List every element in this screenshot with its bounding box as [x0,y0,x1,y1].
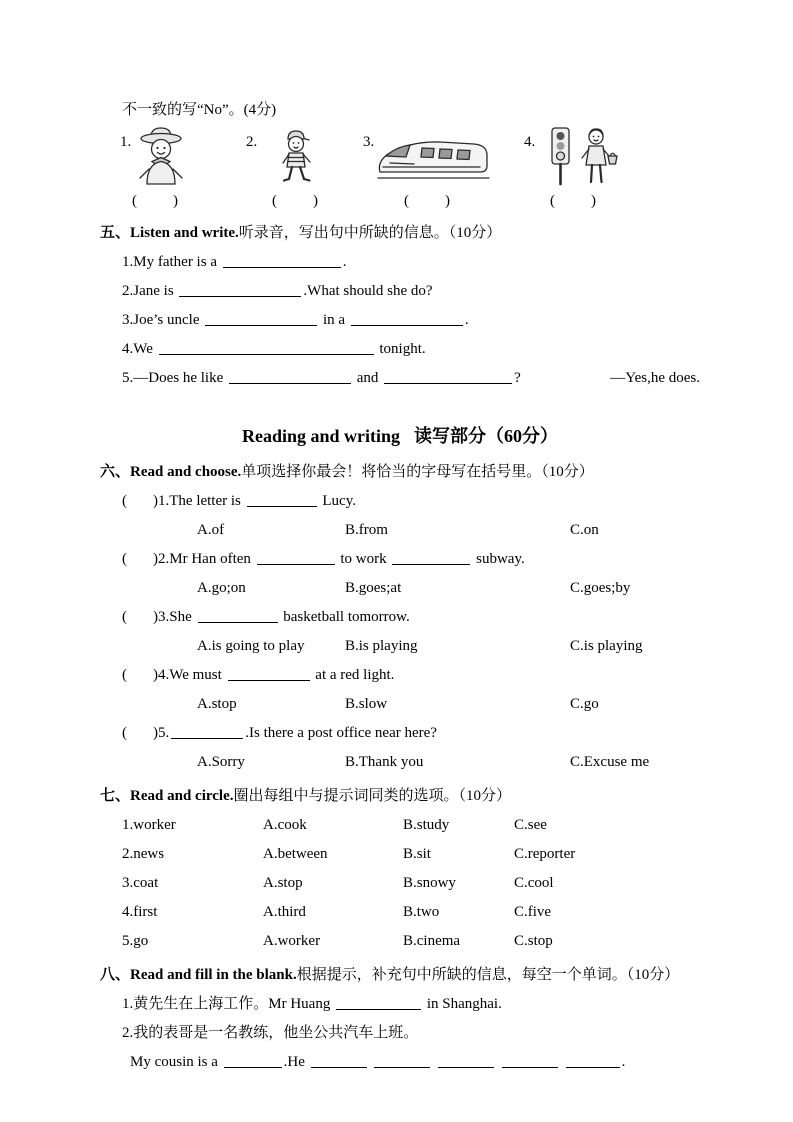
listen-write-items [100,248,700,393]
circle-word-row [100,811,700,840]
listen-write-item [100,364,700,393]
option-a: A.stop [197,696,237,712]
option-a: A.cook [263,817,307,833]
section-number: 七、 [100,788,131,804]
section-number: 五、 [100,225,131,241]
option-b: B.sit [403,846,431,862]
answer-blank [336,995,421,1010]
answer-blank [179,282,301,297]
sentence-text: . [464,312,469,328]
sentence-text: ? [514,370,521,386]
answer-blank [223,253,341,268]
section-title-en: Read and choose. [130,464,242,480]
option-c: C.Excuse me [570,754,650,770]
answer-blank [159,340,374,355]
reading-writing-heading [100,419,700,453]
sentence-text [560,1054,564,1070]
circle-word-row [100,869,700,898]
bracket-gap [127,678,153,679]
heading-cn: 读写部分（60分） [414,426,559,446]
bracket-gap [127,562,153,563]
listen-write-item [100,335,700,364]
sentence-text [369,1054,373,1070]
sentence-text: Lucy. [318,493,356,509]
sentence-text: ( [122,551,127,567]
sentence-text: ( [122,609,127,625]
prompt-word: 3.coat [122,875,159,891]
answer-blank [229,369,351,384]
option-b: B.Thank you [345,754,424,770]
fill-blank-item [100,1019,700,1048]
option-b: B.goes;at [345,580,402,596]
answer-blank [438,1053,494,1068]
circle-word-rows [100,811,700,956]
sentence-text: 2.Jane is [122,283,178,299]
sentence [122,254,346,270]
traffic-light-person-image [546,125,622,187]
listen-write-item [100,277,700,306]
section-title-en: Read and fill in the blank. [130,967,297,983]
sentence [122,312,469,328]
heading-en: Reading and writing [241,426,401,446]
section5-heading [100,219,700,248]
option-a: A.is going to play [197,638,305,654]
answer-blank [228,666,310,681]
sentence-text [496,1054,500,1070]
section-title-cn: 圈出每组中与提示词同类的选项。（10分） [233,788,511,804]
sentence-text: My cousin is a [130,1054,222,1070]
option-a: A.between [263,846,328,862]
answer-blank [374,1053,430,1068]
sentence-text: . [342,254,347,270]
option-c: C.is playing [570,638,643,654]
option-a: A.stop [263,875,303,891]
answer-bracket: ( ) [550,193,596,209]
answer-blank [351,311,463,326]
sentence-text: in a [319,312,349,328]
sentence-text: 3.Joe’s uncle [122,312,204,328]
sentence-text: to work [336,551,391,567]
answer-blank [502,1053,558,1068]
circle-word-row [100,898,700,927]
answer-blank [566,1053,620,1068]
item-number: 1. [120,134,132,150]
option-a: A.third [263,904,306,920]
sentence [122,341,426,357]
sentence-text: ( [122,667,127,683]
prompt-word: 2.news [122,846,165,862]
prompt-word: 5.go [122,933,149,949]
option-a: A.go;on [197,580,246,596]
choice-options [100,632,700,661]
answer-bracket: ( ) [272,193,318,209]
option-c: C.reporter [514,846,576,862]
bracket-gap [127,504,153,505]
section6-heading [100,458,700,487]
choice-options [100,516,700,545]
option-c: C.on [570,522,599,538]
sentence-text: and [352,370,383,386]
sentence-text: )5. [153,725,170,741]
answer-blank [224,1053,282,1068]
sentence-text: subway. [472,551,525,567]
sentence-text: )4.We must [153,667,226,683]
option-b: B.study [403,817,450,833]
answer-blank [171,724,243,739]
sentence-text: at a red light. [311,667,395,683]
walking-boy-image [279,127,315,185]
answer-bracket: ( ) [404,193,450,209]
option-c: C.goes;by [570,580,631,596]
answer-blank [392,550,470,565]
choice-options [100,690,700,719]
answer-blank [384,369,512,384]
answer-brackets [100,189,700,214]
option-b: B.slow [345,696,388,712]
sentence-text: in Shanghai. [423,996,502,1012]
judge-instruction: 不一致的写“No”。(4分) [122,102,277,118]
item-number: 2. [246,134,258,150]
sentence-text: .He [283,1054,309,1070]
choice-questions [100,487,700,777]
sentence-text: ( [122,725,127,741]
train-image [376,136,491,182]
answer-text: —Yes,he does. [610,370,700,386]
prompt-word: 4.first [122,904,158,920]
sentence [122,283,433,299]
prompt-word: 1.worker [122,817,176,833]
choice-question-stem [100,487,700,516]
answer-blank [247,492,317,507]
cowboy-man-image [134,126,192,186]
section-title-cn: 根据提示，补充句中所缺的信息，每空一个单词。（10分） [296,967,680,983]
listen-write-item [100,248,700,277]
bracket-gap [127,736,153,737]
option-b: B.two [403,904,440,920]
answer-blank [198,608,278,623]
choice-question-stem [100,719,700,748]
section-number: 六、 [100,464,131,480]
sentence-text: 5.—Does he like [122,370,227,386]
sentence-text: 4.We [122,341,157,357]
option-b: B.from [345,522,388,538]
sentence-text: ( [122,493,127,509]
option-c: C.cool [514,875,554,891]
circle-word-row [100,840,700,869]
option-a: A.of [197,522,225,538]
answer-blank [205,311,317,326]
choice-question-stem [100,603,700,632]
fill-blank-item [100,1048,700,1077]
bracket-gap [127,620,153,621]
section8-heading [100,961,700,990]
choice-question-stem [100,545,700,574]
section-title-en: Listen and write. [130,225,239,241]
option-b: B.is playing [345,638,418,654]
option-a: A.worker [263,933,321,949]
sentence-text: 1.黄先生在上海工作。Mr Huang [122,996,335,1012]
sentence-text: )2.Mr Han often [153,551,255,567]
listen-judge-pictures [100,125,700,189]
listen-write-item [100,306,700,335]
answer-bracket: ( ) [132,193,178,209]
option-b: B.cinema [403,933,461,949]
sentence-text: .What should she do? [303,283,433,299]
option-c: C.five [514,904,552,920]
sentence-text: tonight. [375,341,426,357]
sentence-text: .Is there a post office near here? [245,725,437,741]
answer-blank [311,1053,367,1068]
circle-word-row [100,927,700,956]
option-c: C.go [570,696,599,712]
option-a: A.Sorry [197,754,245,770]
sentence-text: 2.我的表哥是一名教练，他坐公共汽车上班。 [122,1025,419,1041]
fill-blank-item [100,990,700,1019]
section-title-en: Read and circle. [130,788,234,804]
sentence-text: . [621,1054,626,1070]
sentence-text: )3.She [153,609,196,625]
choice-options [100,574,700,603]
sentence-text [432,1054,436,1070]
option-c: C.stop [514,933,553,949]
sentence [122,364,521,393]
choice-options [100,748,700,777]
section7-heading [100,782,700,811]
option-c: C.see [514,817,547,833]
option-b: B.snowy [403,875,456,891]
fill-blank-items [100,990,700,1077]
sentence-text: basketball tomorrow. [279,609,410,625]
sentence-text: 1.My father is a [122,254,221,270]
section-title-cn: 单项选择你最会！将恰当的字母写在括号里。（10分） [241,464,594,480]
item-number: 4. [524,134,536,150]
answer-blank [257,550,335,565]
section-number: 八、 [100,967,131,983]
choice-question-stem [100,661,700,690]
sentence-text: )1.The letter is [153,493,245,509]
section-title-cn: 听录音，写出句中所缺的信息。（10分） [238,225,502,241]
item-number: 3. [363,134,375,150]
